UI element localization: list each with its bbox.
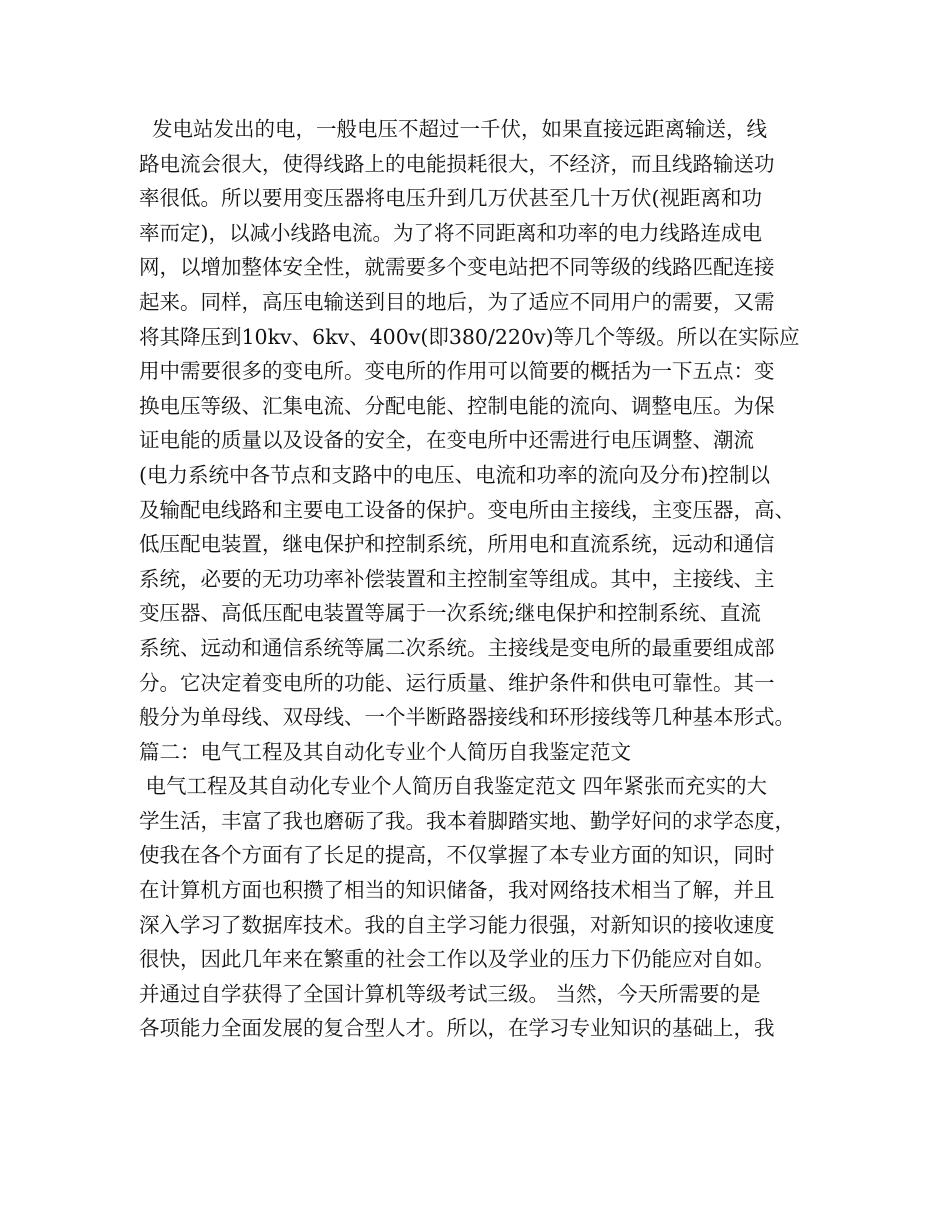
text-line: 般分为单母线、双母线、一个半断路器接线和环形接线等几种基本形式。: [139, 705, 795, 730]
text-line: 起来。同样，高压电输送到目的地后，为了适应不同用户的需要，又需: [139, 289, 775, 314]
text-line: 很快，因此几年来在繁重的社会工作以及学业的压力下仍能应对自如。: [139, 947, 775, 972]
text-line: 变压器、高低压配电装置等属于一次系统;继电保护和控制系统、直流: [139, 601, 761, 626]
text-line: 系统，必要的无功功率补偿装置和主控制室等组成。其中，主接线、主: [139, 566, 775, 591]
text-line: 换电压等级、汇集电流、分配电能、控制电能的流向、调整电压。为保: [139, 393, 775, 418]
text-line: 证电能的质量以及设备的安全，在变电所中还需进行电压调整、潮流: [139, 428, 754, 453]
text-line: 将其降压到10kv、6kv、400v(即380/220v)等几个等级。所以在实际应: [139, 324, 800, 349]
text-line: 发电站发出的电，一般电压不超过一千伏，如果直接远距离输送，线: [139, 117, 768, 141]
text-line: 及输配电线路和主要电工设备的保护。变电所由主接线，主变压器，高、: [139, 497, 795, 522]
text-line: 并通过自学获得了全国计算机等级考试三级。 当然，今天所需要的是: [139, 981, 761, 1006]
text-line: 各项能力全面发展的复合型人才。所以，在学习专业知识的基础上，我: [139, 1016, 775, 1041]
body-text: [139, 112, 839, 1046]
text-line: 低压配电装置，继电保护和控制系统，所用电和直流系统，远动和通信: [139, 532, 775, 557]
text-line: 用中需要很多的变电所。变电所的作用可以简要的概括为一下五点：变: [139, 359, 775, 384]
text-line: 率而定)，以减小线路电流。为了将不同距离和功率的电力线路连成电: [139, 220, 762, 245]
section-heading: 篇二：电气工程及其自动化专业个人简历自我鉴定范文: [139, 739, 631, 764]
text-line: 深入学习了数据库技术。我的自主学习能力很强，对新知识的接收速度: [139, 912, 775, 937]
text-line: 使我在各个方面有了长足的提高，不仅掌握了本专业方面的知识，同时: [139, 843, 775, 868]
text-line: 在计算机方面也积攒了相当的知识储备，我对网络技术相当了解，并且: [139, 878, 775, 903]
text-line: 电气工程及其自动化专业个人简历自我鉴定范文 四年紧张而充实的大: [139, 774, 768, 799]
text-line: (电力系统中各节点和支路中的电压、电流和功率的流向及分布)控制以: [139, 462, 770, 487]
text-line: 分。它决定着变电所的功能、运行质量、维护条件和供电可靠性。其一: [139, 670, 775, 695]
text-line: 系统、远动和通信系统等属二次系统。主接线是变电所的最重要组成部: [139, 635, 775, 660]
text-line: 路电流会很大，使得线路上的电能损耗很大，不经济，而且线路输送功: [139, 151, 775, 176]
text-line: 率很低。所以要用变压器将电压升到几万伏甚至几十万伏(视距离和功: [139, 186, 762, 211]
text-line: 学生活，丰富了我也磨砺了我。我本着脚踏实地、勤学好问的求学态度，: [139, 808, 795, 833]
text-line: 网，以增加整体安全性，就需要多个变电站把不同等级的线路匹配连接: [139, 255, 775, 280]
